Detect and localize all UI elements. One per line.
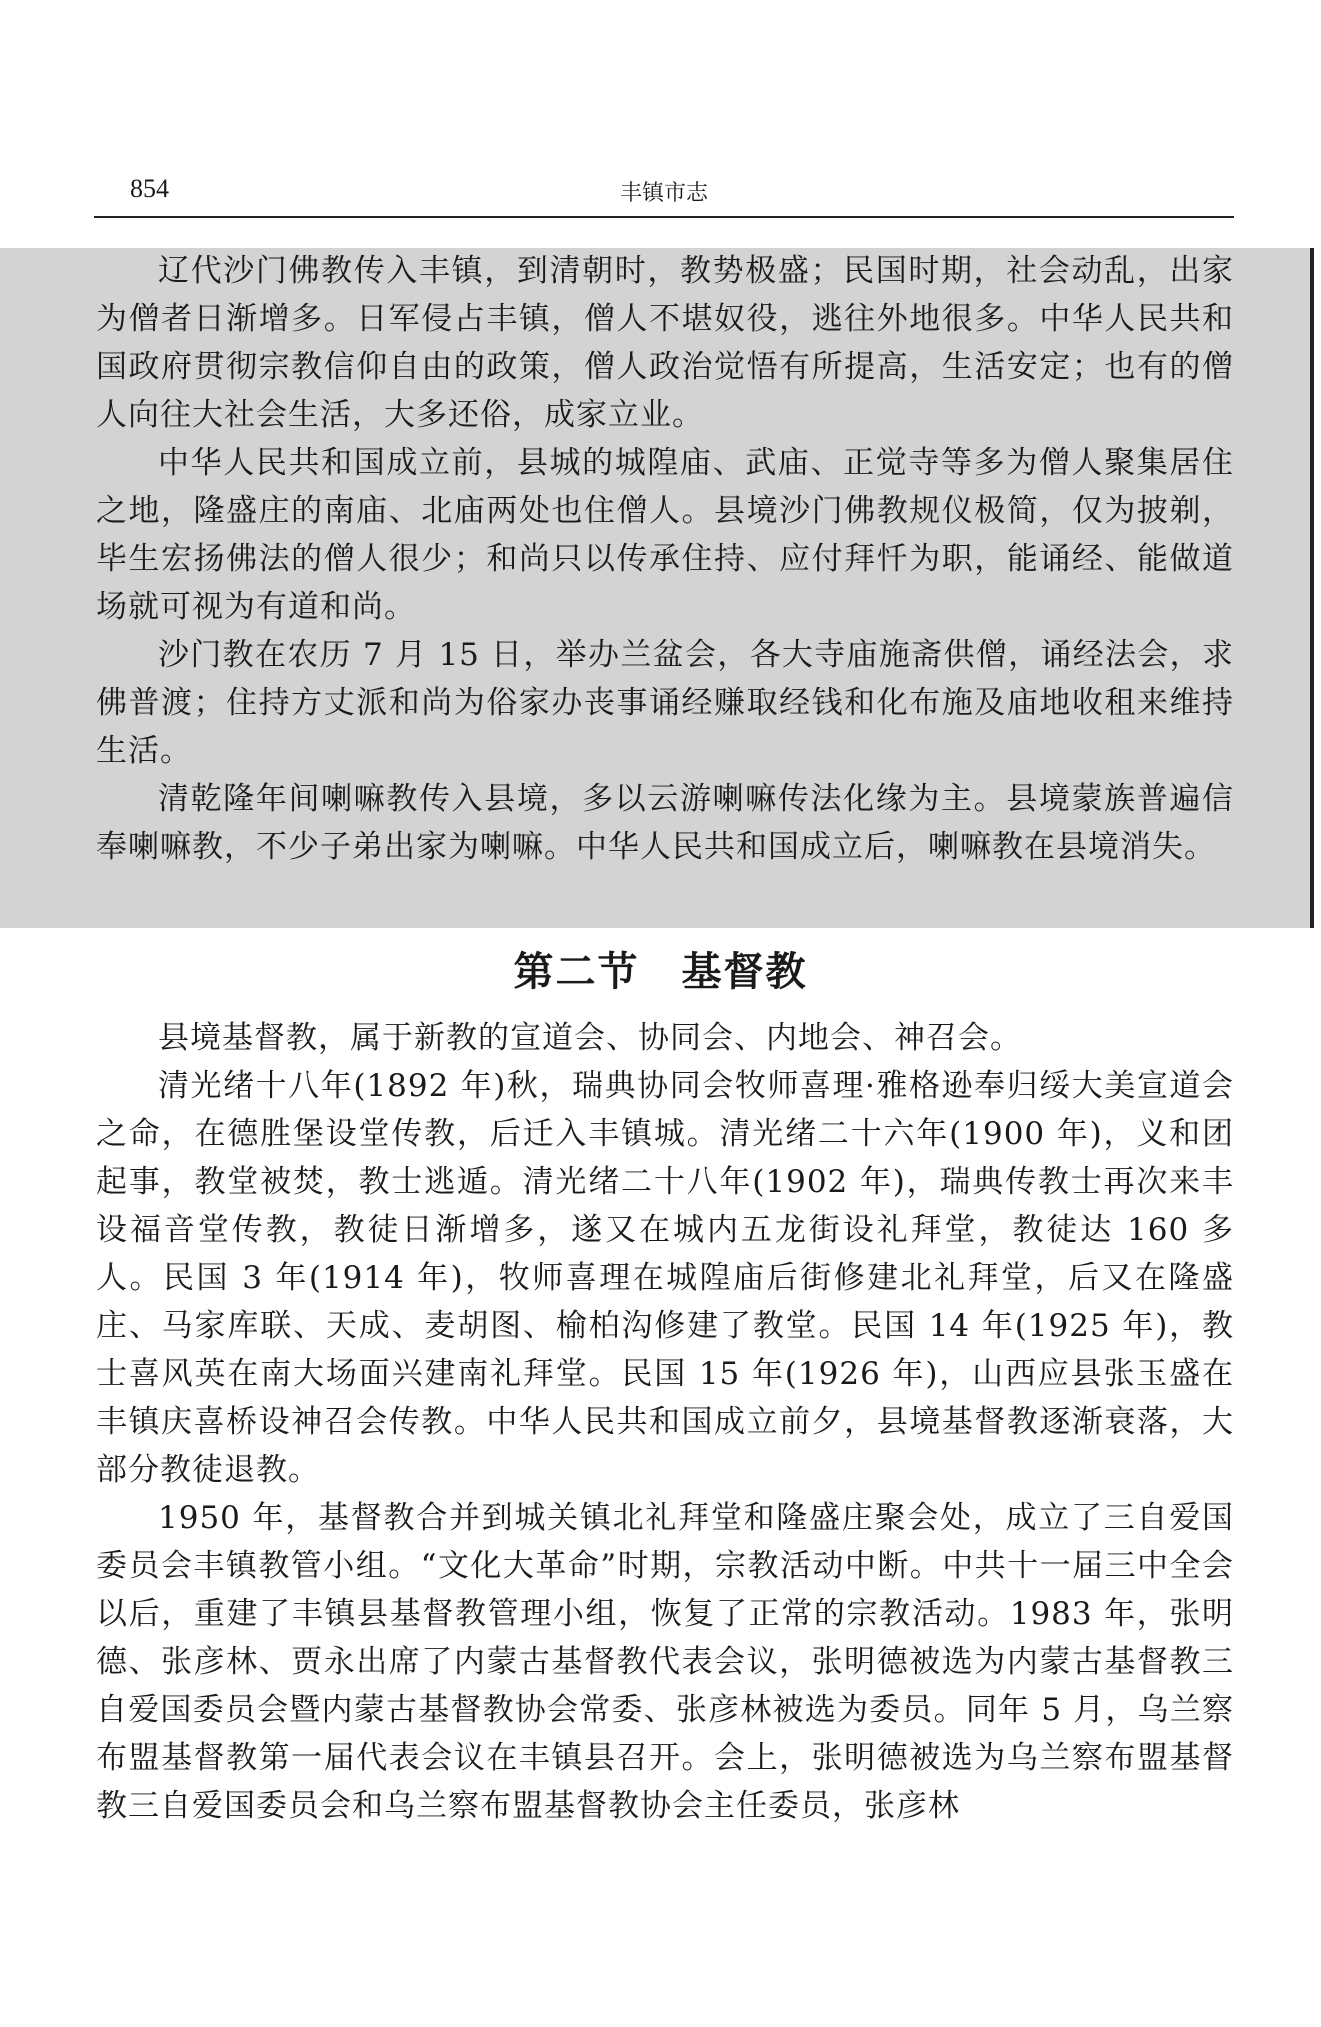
buddhism-text	[96, 247, 1234, 871]
paragraph: 清乾隆年间喇嘛教传入县境，多以云游喇嘛传法化缘为主。县境蒙族普遍信奉喇嘛教，不少子弟出家为喇嘛。中华人民共和国成立后，喇嘛教在县境消失。	[96, 781, 1234, 865]
paragraph: 中华人民共和国成立前，县城的城隍庙、武庙、正觉寺等多为僧人聚集居住之地，隆盛庄的南庙、北庙两处也住僧人。县境沙门佛教规仪极简，仅为披剃，毕生宏扬佛法的僧人很少；和尚只以传承住持、应付拜忏为职，能诵经、能做道场就可视为有道和尚。	[96, 445, 1234, 625]
paragraph: 1950 年，基督教合并到城关镇北礼拜堂和隆盛庄聚会处，成立了三自爱国委员会丰镇教管小组。“文化大革命”时期，宗教活动中断。中共十一届三中全会以后，重建了丰镇县基督教管理小组，恢复了正常的宗教活动。1983 年，张明德、张彦林、贾永出席了内蒙古基督教代表会议，张明德被选为内蒙古基督教三自爱国委员会暨内蒙古基督教协会常委、张彦林被选为委员。同年 5 月，乌兰察布盟基督教第一届代表会议在丰镇县召开。会上，张明德被选为乌兰察布盟基督教三自爱国委员会和乌兰察布盟基督教协会主任委员，张彦林	[96, 1500, 1234, 1824]
paragraph: 县境基督教，属于新教的宣道会、协同会、内地会、神召会。	[158, 1020, 1022, 1056]
christianity-text	[96, 1014, 1234, 1830]
running-title: 丰镇市志	[619, 181, 708, 206]
page-header	[94, 170, 1234, 218]
page-number: 854	[130, 174, 169, 203]
paragraph: 清光绪十八年(1892 年)秋，瑞典协同会牧师喜理·雅格逊奉归绥大美宣道会之命，在德胜堡设堂传教，后迁入丰镇城。清光绪二十六年(1900 年)，义和团起事，教堂被焚，教士逃遁。清光绪二十八年(1902 年)，瑞典传教士再次来丰设福音堂传教，教徒日渐增多，遂又在城内五龙街设礼拜堂，教徒达 160 多人。民国 3 年(1914 年)，牧师喜理在城隍庙后街修建北礼拜堂，后又在隆盛庄、马家库联、天成、麦胡图、榆柏沟修建了教堂。民国 14 年(1925 年)，教士喜风英在南大场面兴建南礼拜堂。民国 15 年(1926 年)，山西应县张玉盛在丰镇庆喜桥设神召会传教。中华人民共和国成立前夕，县境基督教逐渐衰落，大部分教徒退教。	[96, 1068, 1234, 1488]
paragraph: 沙门教在农历 7 月 15 日，举办兰盆会，各大寺庙施斋供僧，诵经法会，求佛普渡；住持方丈派和尚为俗家办丧事诵经赚取经钱和化布施及庙地收租来维持生活。	[96, 637, 1234, 769]
section-title: 第二节 基督教	[513, 948, 808, 995]
paragraph: 辽代沙门佛教传入丰镇，到清朝时，教势极盛；民国时期，社会动乱，出家为僧者日渐增多。日军侵占丰镇，僧人不堪奴役，逃往外地很多。中华人民共和国政府贯彻宗教信仰自由的政策，僧人政治觉悟有所提高，生活安定；也有的僧人向往大社会生活，大多还俗，成家立业。	[96, 253, 1234, 433]
